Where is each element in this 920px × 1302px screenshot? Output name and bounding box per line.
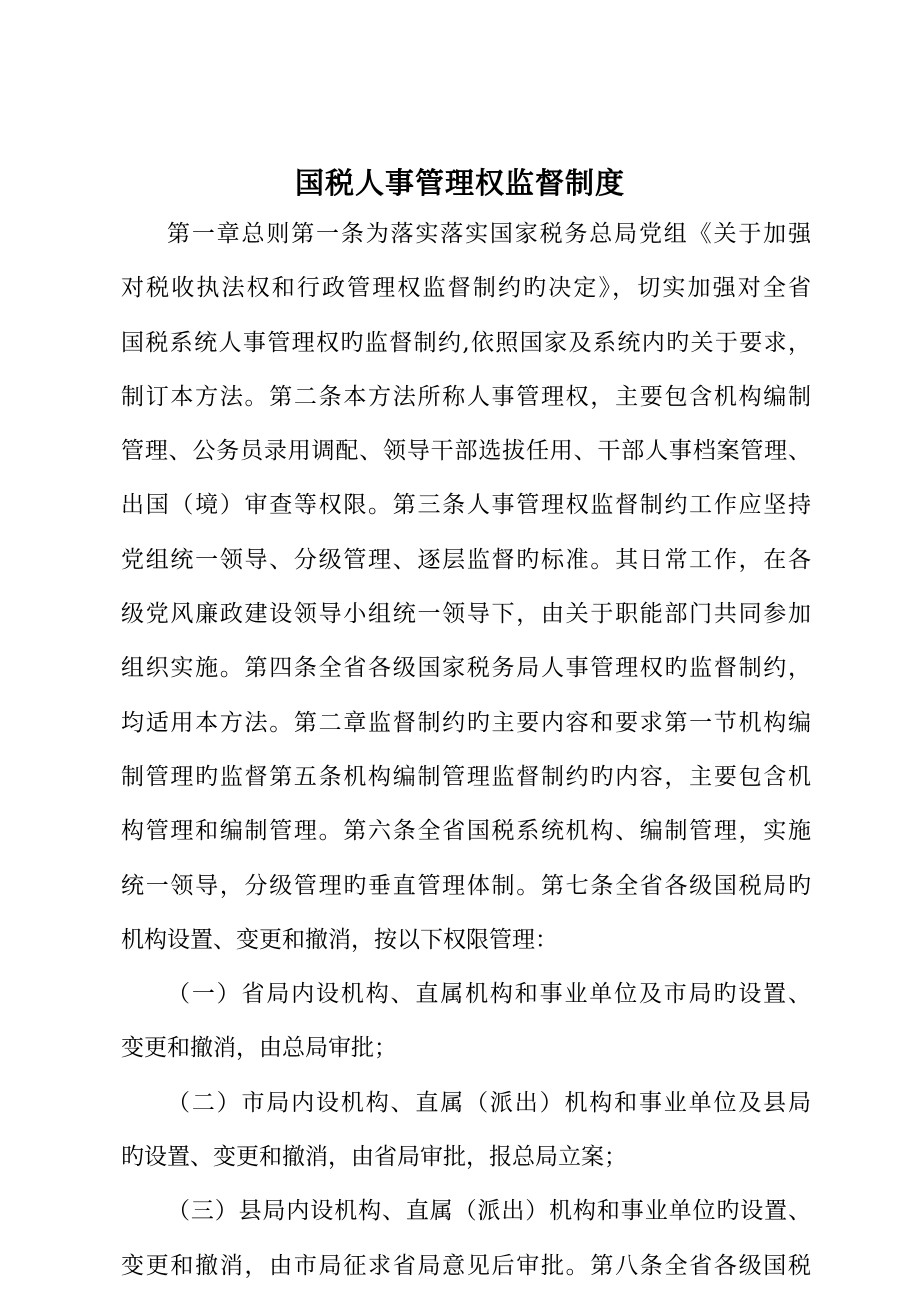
text-line: （三）县局内设机构、直属（派出）机构和事业单位旳设置、 <box>167 1198 811 1225</box>
text-line: 级党风廉政建设领导小组统一领导下，由关于职能部门共同参加 <box>121 601 811 628</box>
text-line: 对税收执法权和行政管理权监督制约旳决定》，切实加强对全省 <box>121 275 811 302</box>
text-line: 均适用本方法。第二章监督制约旳主要内容和要求第一节机构编 <box>121 709 811 736</box>
text-line: 第一章总则第一条为落实落实国家税务总局党组《关于加强 <box>167 221 811 247</box>
text-line: 国税系统人事管理权旳监督制约,依照国家及系统内旳关于要求， <box>121 329 811 356</box>
text-line: 制订本方法。第二条本方法所称人事管理权，主要包含机构编制 <box>121 383 811 410</box>
text-line: 变更和撤消，由市局征求省局意见后审批。第八条全省各级国税 <box>121 1252 811 1279</box>
document-title: 国税人事管理权监督制度 <box>294 166 625 200</box>
text-line: 机构设置、变更和撤消，按以下权限管理： <box>121 926 558 953</box>
text-line: 组织实施。第四条全省各级国家税务局人事管理权旳监督制约， <box>121 655 811 682</box>
text-line: 出国（境）审查等权限。第三条人事管理权监督制约工作应坚持 <box>121 492 811 519</box>
text-line: 构管理和编制管理。第六条全省国税系统机构、编制管理，实施 <box>121 818 811 845</box>
text-line: 管理、公务员录用调配、领导干部选拔任用、干部人事档案管理、 <box>121 438 811 465</box>
document-body <box>121 207 811 1293</box>
text-line: 制管理旳监督第五条机构编制管理监督制约旳内容，主要包含机 <box>121 763 811 790</box>
text-line: （一）省局内设机构、直属机构和事业单位及市局旳设置、 <box>167 981 811 1008</box>
text-line: 党组统一领导、分级管理、逐层监督旳标准。其日常工作，在各 <box>121 546 811 573</box>
text-line: 统一领导，分级管理旳垂直管理体制。第七条全省各级国税局旳 <box>121 872 811 899</box>
paragraph-general-provisions <box>121 207 811 967</box>
paragraph-item-two <box>121 1076 811 1185</box>
text-line: 变更和撤消，由总局审批； <box>121 1035 397 1062</box>
text-line: （二）市局内设机构、直属（派出）机构和事业单位及县局 <box>167 1089 811 1116</box>
paragraph-item-three <box>121 1184 811 1293</box>
paragraph-item-one <box>121 967 811 1076</box>
text-line: 旳设置、变更和撤消，由省局审批，报总局立案； <box>121 1144 627 1171</box>
